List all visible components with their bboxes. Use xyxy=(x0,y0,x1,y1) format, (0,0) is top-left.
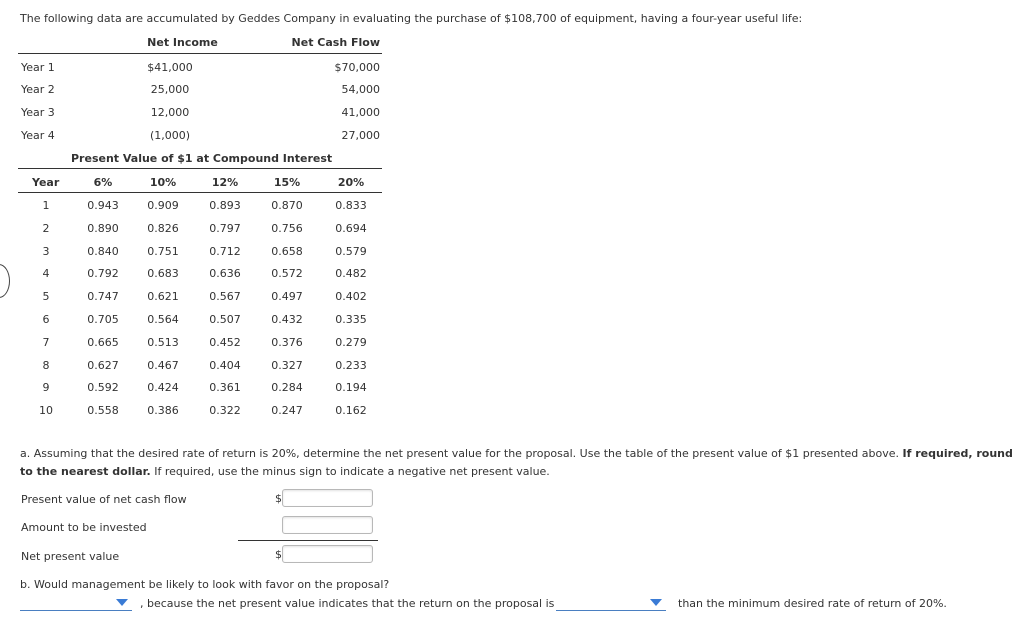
part-a-bold: If required, round xyxy=(902,447,1013,460)
pv-factor-cell: 0.376 xyxy=(271,335,303,349)
pv-factor-cell: 0.361 xyxy=(209,381,241,395)
pv-factor-cell: 0.335 xyxy=(335,313,367,326)
pv-factor-cell: 0.327 xyxy=(271,358,303,372)
pv-factor-cell: 0.404 xyxy=(209,358,241,372)
pv-title-rule xyxy=(18,168,382,169)
pv-header-rate: 20% xyxy=(337,176,365,189)
chevron-down-icon[interactable] xyxy=(116,599,128,606)
pv-table-title: Present Value of $1 at Compound Interest xyxy=(71,152,333,165)
pv-year-cell: 6 xyxy=(42,313,50,326)
pv-year-cell: 1 xyxy=(42,199,50,212)
return-comparison-dropdown[interactable] xyxy=(556,596,666,611)
pv-factor-cell: 0.513 xyxy=(147,335,179,349)
pv-factor-cell: 0.943 xyxy=(87,199,119,212)
pv-factor-cell: 0.840 xyxy=(87,244,119,258)
pv-factor-cell: 0.890 xyxy=(87,221,119,235)
pv-header-year: Year xyxy=(32,176,60,189)
pv-factor-cell: 0.432 xyxy=(271,313,303,326)
pv-factor-cell: 0.826 xyxy=(147,221,179,235)
pv-factor-cell: 0.797 xyxy=(209,221,241,235)
pv-factor-cell: 0.233 xyxy=(335,358,367,372)
cashflow-year: Year 2 xyxy=(21,83,55,96)
subtotal-rule xyxy=(238,540,378,541)
pv-factor-cell: 0.636 xyxy=(209,267,241,281)
pv-factor-cell: 0.833 xyxy=(335,199,367,212)
cashflow-header-rule xyxy=(18,53,382,54)
pv-factor-cell: 0.497 xyxy=(271,290,303,304)
net-cash-flow-cell: $70,000 xyxy=(334,61,380,74)
chevron-down-icon[interactable] xyxy=(650,599,662,606)
net-income-header: Net Income xyxy=(147,36,218,49)
net-income-cell: $41,000 xyxy=(147,61,193,74)
dollar-sign: $ xyxy=(275,492,282,505)
pv-factor-cell: 0.579 xyxy=(335,244,367,258)
pv-factor-cell: 0.694 xyxy=(335,221,367,235)
pv-factor-cell: 0.592 xyxy=(87,381,119,395)
pv-year-cell: 8 xyxy=(42,358,50,372)
part-a-text: If required, use the minus sign to indicate a negative net present value. xyxy=(150,465,550,478)
part-b-end-text: than the minimum desired rate of return of 20%. xyxy=(678,597,947,610)
pv-header-rate: 10% xyxy=(149,176,177,189)
pv-factor-cell: 0.572 xyxy=(271,267,303,281)
pv-factor-cell: 0.279 xyxy=(335,335,367,349)
pv-factor-cell: 0.247 xyxy=(271,404,303,418)
pv-factor-cell: 0.658 xyxy=(271,244,303,258)
net-income-cell: 25,000 xyxy=(150,83,190,96)
cashflow-year: Year 1 xyxy=(21,61,55,74)
pv-header-rule xyxy=(18,192,382,193)
pv-factor-cell: 0.870 xyxy=(271,199,303,212)
pv-factor-cell: 0.792 xyxy=(87,267,119,281)
pv-factor-cell: 0.751 xyxy=(147,244,179,258)
pv-year-cell: 2 xyxy=(42,221,50,235)
pv-factor-cell: 0.386 xyxy=(147,404,179,418)
side-circle-fragment xyxy=(0,264,10,298)
pv-factor-cell: 0.564 xyxy=(147,313,179,326)
net-cash-flow-cell: 27,000 xyxy=(341,129,380,142)
pv-year-cell: 9 xyxy=(42,381,50,395)
net-income-cell: (1,000) xyxy=(149,129,191,142)
pv-factor-cell: 0.909 xyxy=(147,199,179,212)
net-cash-flow-header: Net Cash Flow xyxy=(291,36,380,49)
pv-factor-cell: 0.683 xyxy=(147,267,179,281)
net-cash-flow-cell: 54,000 xyxy=(341,83,380,96)
amount-invested-input[interactable] xyxy=(282,516,373,534)
favor-dropdown[interactable] xyxy=(20,596,132,611)
pv-header-rate: 6% xyxy=(93,176,113,189)
pv-factor-cell: 0.621 xyxy=(147,290,179,304)
pv-factor-cell: 0.322 xyxy=(209,404,241,418)
dollar-sign: $ xyxy=(275,548,282,561)
part-b-mid-text: , because the net present value indicates that the return on the proposal is xyxy=(140,597,555,610)
intro-text: The following data are accumulated by Geddes Company in evaluating the purchase of $108,700 of equipment, having a four-year useful life: xyxy=(20,12,803,25)
pv-factor-cell: 0.665 xyxy=(87,335,119,349)
cashflow-year: Year 3 xyxy=(21,106,55,119)
pv-year-cell: 3 xyxy=(42,244,50,258)
pv-factor-cell: 0.558 xyxy=(87,404,119,418)
net-cash-flow-cell: 41,000 xyxy=(341,106,380,119)
pv-factor-cell: 0.627 xyxy=(87,358,119,372)
pv-factor-cell: 0.893 xyxy=(209,199,241,212)
part-a-bold: to the nearest dollar. xyxy=(20,465,151,478)
pv-year-cell: 7 xyxy=(42,335,50,349)
pv-header-rate: 12% xyxy=(211,176,239,189)
pv-year-cell: 10 xyxy=(39,404,53,418)
part-a-line1 xyxy=(20,447,1013,460)
pv-factor-cell: 0.194 xyxy=(335,381,367,395)
pv-factor-cell: 0.712 xyxy=(209,244,241,258)
pv-factor-cell: 0.467 xyxy=(147,358,179,372)
amount-invested-label: Amount to be invested xyxy=(21,521,147,534)
pv-header-rate: 15% xyxy=(273,176,301,189)
pv-net-cash-flow-label: Present value of net cash flow xyxy=(21,493,187,506)
pv-factor-cell: 0.162 xyxy=(335,404,367,418)
pv-factor-cell: 0.284 xyxy=(271,381,303,395)
net-present-value-label: Net present value xyxy=(21,550,120,563)
pv-net-cash-flow-input[interactable] xyxy=(282,489,373,507)
cashflow-year: Year 4 xyxy=(21,129,55,142)
pv-year-cell: 5 xyxy=(42,290,50,304)
pv-factor-cell: 0.482 xyxy=(335,267,367,281)
part-a-text: a. Assuming that the desired rate of return is 20%, determine the net present value for the proposal. Use the table of the present value of $1 presented above. xyxy=(20,447,903,460)
net-income-cell: 12,000 xyxy=(150,106,190,119)
pv-factor-cell: 0.402 xyxy=(335,290,367,304)
part-b-question: b. Would management be likely to look with favor on the proposal? xyxy=(20,578,390,591)
pv-factor-cell: 0.567 xyxy=(209,290,241,304)
pv-factor-cell: 0.507 xyxy=(209,313,241,326)
pv-factor-cell: 0.452 xyxy=(209,335,241,349)
pv-factor-cell: 0.705 xyxy=(87,313,119,326)
pv-factor-cell: 0.756 xyxy=(271,221,303,235)
pv-year-cell: 4 xyxy=(42,267,50,281)
net-present-value-input[interactable] xyxy=(282,545,373,563)
part-a-line2 xyxy=(20,465,550,478)
pv-factor-cell: 0.424 xyxy=(147,381,179,395)
pv-factor-cell: 0.747 xyxy=(87,290,119,304)
